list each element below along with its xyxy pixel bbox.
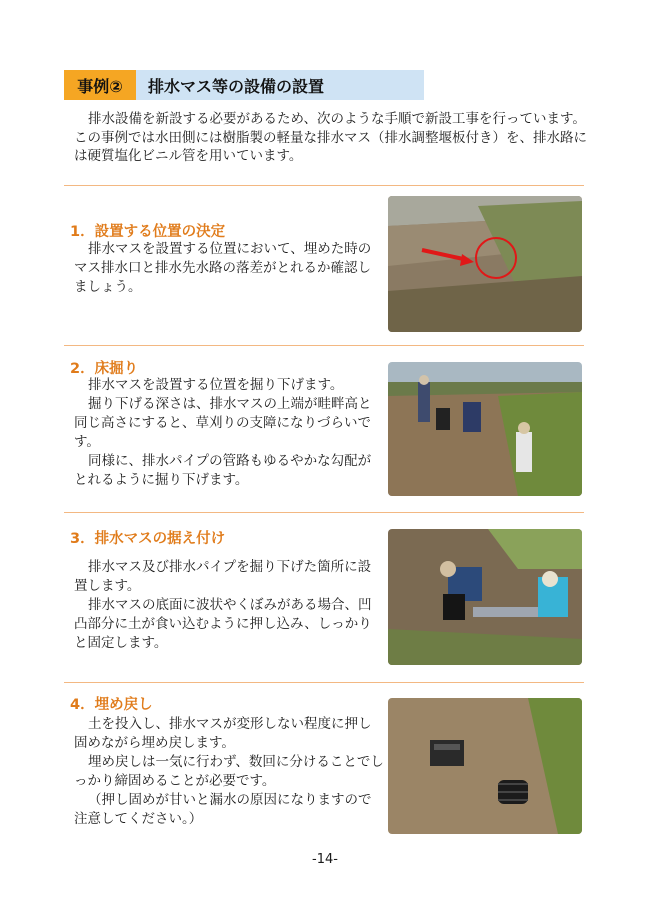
section-divider [64,185,584,186]
section-3-paragraph: 排水マスの底面に波状やくぼみがある場合、凹凸部分に土が食い込むように押し込み、しっかりと固定します。 [74,597,372,651]
case-tag: 事例② [64,70,136,100]
case-header [64,70,424,100]
page-number: -14- [312,852,338,867]
section-4-paragraph: 埋め戻しは一気に行わず、数回に分けることでしっかり締固めることが必要です。 [74,754,384,789]
section-4-title: 4．埋め戻し [70,697,153,713]
section-1-paragraph: 排水マスを設置する位置において、埋めた時のマス排水口と排水先水路の落差がとれるか確認しましょう。 [74,241,372,295]
section-2-title: 2．床掘り [70,361,139,377]
photo-excavation [388,362,582,496]
intro-text: 排水設備を新設する必要があるため、次のような手順で新設工事を行っています。この事例では水田側には樹脂製の軽量な排水マス（排水調整堰板付き）を、排水路には硬質塩化ビニル管を用いています。 [74,111,587,164]
section-2-body [74,376,384,490]
case-title: 排水マス等の設備の設置 [136,70,424,100]
section-divider [64,345,584,346]
section-3-body [74,558,384,653]
section-2-paragraph: 同様に、排水パイプの管路もゆるやかな勾配がとれるように掘り下げます。 [74,453,372,488]
section-2-paragraph: 排水マスを設置する位置を掘り下げます。 [88,377,344,393]
section-1-title: 1．設置する位置の決定 [70,224,226,240]
section-1-body [74,240,384,297]
section-divider [64,512,584,513]
section-4-paragraph: 土を投入し、排水マスが変形しない程度に押し固めながら埋め戻します。 [74,716,372,751]
section-3-title: 3．排水マスの据え付け [70,531,226,547]
photo-drain-location [388,196,582,332]
section-4-paragraph: （押し固めが甘いと漏水の原因になりますので注意してください。） [74,792,372,827]
section-3-paragraph: 排水マス及び排水パイプを掘り下げた箇所に設置します。 [74,559,372,594]
section-divider [64,682,584,683]
section-2-paragraph: 掘り下げる深さは、排水マスの上端が畦畔高と同じ高さにすると、草刈りの支障になりづらいです。 [74,396,372,450]
section-4-body [74,715,384,829]
photo-drain-installation [388,529,582,665]
photo-backfill [388,698,582,834]
